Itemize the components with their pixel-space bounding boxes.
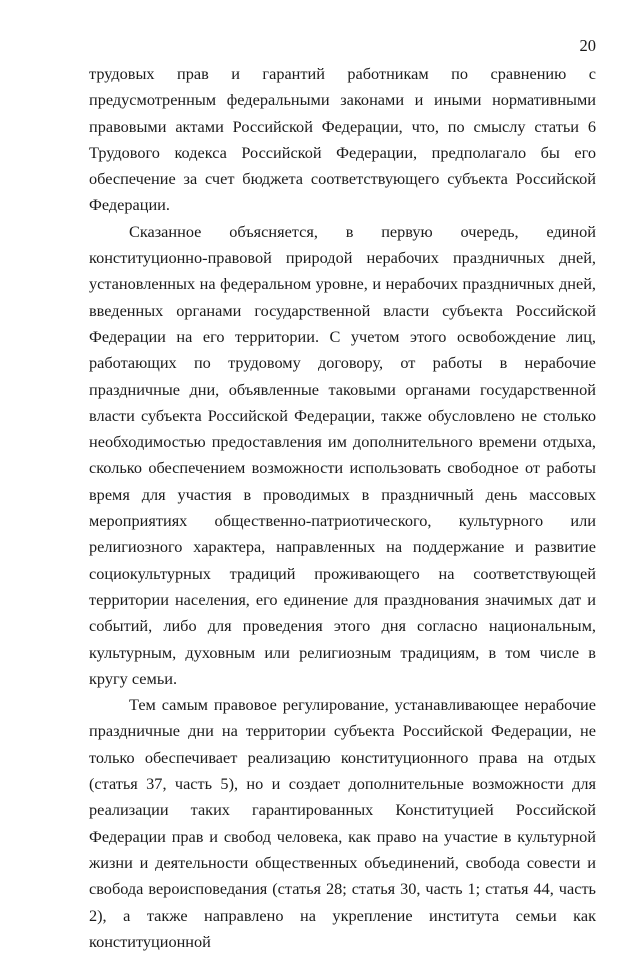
paragraph-regulation: Тем самым правовое регулирование, устанавливающее нерабочие праздничные дни на территории субъекта Российской Федерации, не только обеспечивает реализацию конституционного права на отдых (статья 37, часть 5), но и создает дополнительные возможности для реализации таких гарантированных Конституцией Российской Федерации прав и свобод человека, как право на участие в культурной жизни и деятельности общественных объединений, свобода совести и свобода вероисповедания (статья 28; статья 30, часть 1; статья 44, часть 2), а также направлено на укрепление института семьи как конституционной [89, 695, 596, 951]
document-body [89, 61, 596, 955]
paragraph-explanation: Сказанное объясняется, в первую очередь, единой конституционно-правовой природой нерабочих праздничных дней, установленных на федеральном уровне, и нерабочих праздничных дней, введенных органами государственной власти субъекта Российской Федерации на его территории. С учетом этого освобождение лиц, работающих по трудовому договору, от работы в нерабочие праздничные дни, объявленные таковыми органами государственной власти субъекта Российской Федерации, также обусловлено не столько необходимостью предоставления им дополнительного времени отдыха, сколько обеспечением возможности использовать свободное от работы время для участия в проводимых в праздничный день массовых мероприятиях общественно-патриотического, культурного или религиозного характера, направленных на поддержание и развитие социокультурных традиций проживающего на соответствующей территории населения, его единение для празднования значимых дат и событий, либо для проведения этого дня согласно национальным, культурным, духовным или религиозным традициям, в том числе в кругу семьи. [89, 221, 596, 688]
page-number: 20 [579, 36, 596, 55]
paragraph-continuation: трудовых прав и гарантий работникам по сравнению с предусмотренным федеральными законами и иными нормативными правовыми актами Российской Федерации, что, по смыслу статьи 6 Трудового кодекса Российской Федерации, предполагало бы его обеспечение за счет бюджета соответствующего субъекта Российской Федерации. [89, 64, 596, 215]
